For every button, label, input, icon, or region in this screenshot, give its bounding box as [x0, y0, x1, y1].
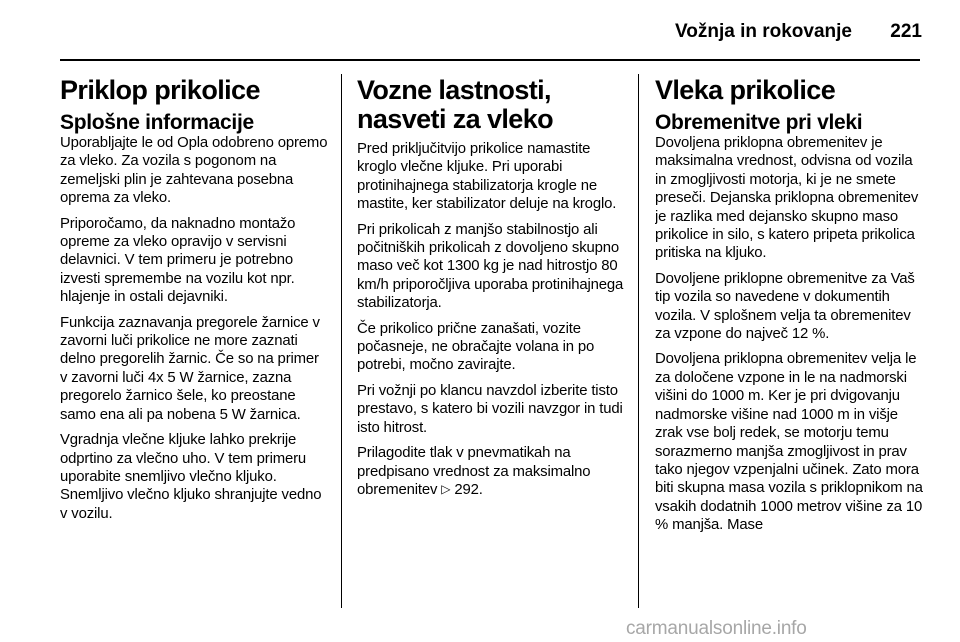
paragraph-text: Prilagodite tlak v pnevmatikah na predpisano vrednost za maksimalno obremenitev [357, 445, 591, 498]
heading-trailer-hitch: Priklop prikolice [60, 76, 260, 105]
column-towing-intro [60, 76, 330, 530]
header-divider [60, 59, 920, 61]
column-divider-right [638, 74, 639, 608]
paragraph: Pri prikolicah z manjšo stabilnostjo ali počitniških prikolicah z dovoljeno skupno maso več kot 1300 kg je nad hitrostjo 80 km/h priporočljiva uporaba protinihajnega stabilizatorja. [357, 221, 624, 312]
heading-driving-tips: Vozne lastnosti, nasveti za vleko [357, 76, 554, 134]
paragraph: Če prikolico prične zanašati, vozite počasneje, ne obračajte volana in po potrebi, močno zavirajte. [357, 320, 595, 374]
paragraph: Priporočamo, da naknadno montažo opreme za vleko opravijo v servisni delavnici. V tem primeru je potrebno izvesti spremembe na vozilu kot npr. hlajenje in ostali dejavniki. [60, 215, 296, 306]
page-reference-arrow-icon: ▷ [441, 481, 451, 496]
paragraph: Pred priključitvijo prikolice namastite kroglo vlečne kljuke. Pri uporabi protinihajnega stabilizatorja krogle ne mastite, ker stabilizator deluje na kroglo. [357, 141, 617, 213]
column-trailer-towing [655, 76, 925, 542]
paragraph: Funkcija zaznavanja pregorele žarnice v zavorni luči prikolice ne more zaznati delno pregorelih žarnic. Če so na primer v zavorni luči 4x 5 W žarnice, zazna pregorelo žarnico šele, ko preostane samo ena ali pa nobena 5 W žarnica. [60, 314, 320, 423]
paragraph-tyre-pressure [357, 444, 627, 499]
page-reference-link[interactable]: 292. [454, 481, 483, 498]
page-header [0, 0, 960, 60]
paragraph: Dovoljena priklopna obremenitev je maksimalna vrednost, odvisna od vozila in zmogljivosti motorja, ki je ne smete preseči. Dejanska priklopna obremenitev je razlika med dejansko skupno maso prikolice in silo, s katero pripeta prikolica pritiska na kljuko. [655, 135, 919, 262]
watermark-text: carmanualsonline.info [626, 618, 807, 639]
paragraph: Vgradnja vlečne kljuke lahko prekrije odprtino za vlečno uho. V tem primeru uporabite snemljivo vlečno kljuko. Snemljivo vlečno kljuko shranjujte vedno v vozilu. [60, 432, 322, 522]
subheading-general-info: Splošne informacije [60, 111, 254, 134]
heading-trailer-towing: Vleka prikolice [655, 76, 836, 105]
subheading-towing-loads: Obremenitve pri vleki [655, 111, 863, 134]
column-divider-left [341, 74, 342, 608]
paragraph: Dovoljene priklopne obremenitve za Vaš tip vozila so navedene v dokumentih vozila. V splošnem velja ta obremenitev za vzpone do največ 12 %. [655, 270, 915, 343]
paragraph: Dovoljena priklopna obremenitev velja le za določene vzpone in le na nadmorski višini do 1000 m. Ker je pri dvigovanju nadmorske višine nad 1000 m in višje zrak vse bolj redek, se motorju temu sorazmerno manjša zmogljivost in prav tako njegov vzpenjalni učinek. Zato mora biti skupna masa vozila s priklopnikom na vsakih dodatnih 1000 metrov višine za 10 % manjša. Mase [655, 351, 923, 534]
section-title: Vožnja in rokovanje [674, 21, 852, 42]
page-number: 221 [890, 21, 922, 42]
paragraph: Uporabljajte le od Opla odobreno opremo za vleko. Za vozila s pogonom na zemeljski plin je zahtevana posebna oprema za vleko. [60, 135, 328, 207]
column-driving-tips [357, 76, 627, 506]
paragraph: Pri vožnji po klancu navzdol izberite tisto prestavo, s katero bi vozili navzgor in tudi isto hitrost. [357, 382, 623, 436]
